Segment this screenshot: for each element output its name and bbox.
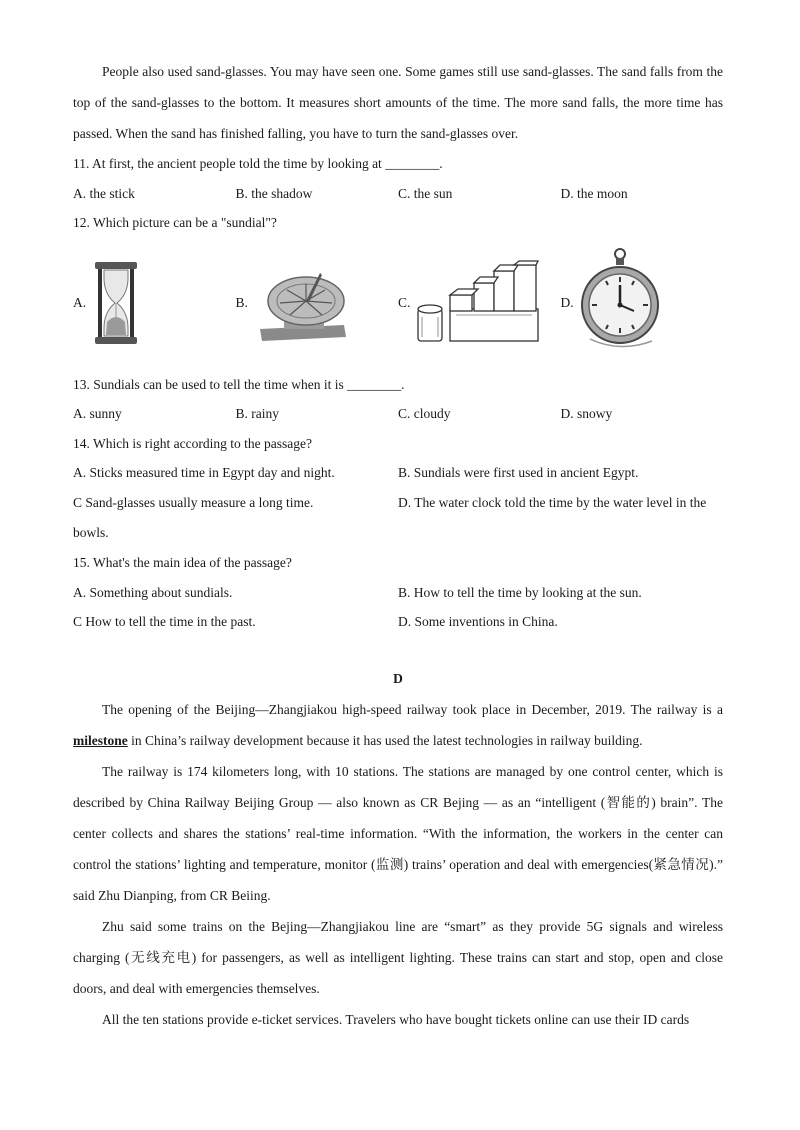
option-a: A. the stick (73, 185, 135, 201)
picture-option-a (73, 260, 236, 346)
text-run: in China’s railway development because it has used the latest technologies in railway building. (127, 732, 643, 748)
option-d-continued: bowls. (73, 525, 109, 540)
question-13 (73, 370, 723, 429)
picture-option-d (561, 247, 724, 359)
option-b: B. rainy (235, 406, 279, 421)
pocket-watch-icon (580, 247, 666, 359)
option-c: C Sand-glasses usually measure a long time. (73, 494, 314, 510)
water-clock-icon (416, 259, 542, 347)
question-15 (73, 548, 723, 637)
question-11 (73, 149, 723, 208)
option-label: C. (398, 294, 411, 310)
hourglass-icon (92, 260, 140, 346)
option-a: A. sunny (73, 406, 122, 421)
picture-option-c (398, 259, 561, 347)
option-label: B. (235, 294, 248, 310)
question-14 (73, 429, 723, 549)
option-b: B. Sundials were first used in ancient Egypt. (398, 465, 639, 480)
option-a: A. Something about sundials. (73, 584, 233, 600)
exam-page (73, 56, 723, 1035)
question-stem: 15. What's the main idea of the passage? (73, 555, 292, 570)
option-label: A. (73, 294, 87, 310)
passage-paragraph: All the ten stations provide e-ticket services. Travelers who have bought tickets online can use their ID cards (102, 1011, 690, 1027)
sundial-icon (254, 263, 350, 343)
passage-paragraph: Zhu said some trains on the Bejing—Zhangjiakou line are “smart” as they provide 5G signals and wireless charging (无线充电) for passengers, as well as intelligent lighting. These trains can start and stop, open and close doors, and deal with emergencies themselves. (73, 918, 723, 996)
option-c: C. cloudy (398, 406, 451, 421)
option-d: D. Some inventions in China. (398, 614, 558, 629)
option-c: C How to tell the time in the past. (73, 614, 256, 629)
option-a: A. Sticks measured time in Egypt day and night. (73, 465, 335, 480)
question-stem: 11. At first, the ancient people told the time by looking at ________. (73, 156, 443, 171)
section-heading: D (393, 670, 403, 686)
passage-paragraph: The railway is 174 kilometers long, with 10 stations. The stations are managed by one control center, which is described by China Railway Beijing Group — also known as CR Bejing — as an “intelligent (智能的) brain”. The center collects and shares the stations’ real-time information. “With the information, the workers in the center can control the stations’ lighting and temperature, monitor (监测) trains’ operation and deal with emergencies(紧急情况).” said Zhu Dianping, from CR Beiing. (73, 763, 723, 903)
text-run: The opening of the Beijing—Zhangjiakou high-speed railway took place in December, 2019. The railway is a (102, 701, 723, 717)
option-b: B. How to tell the time by looking at the sun. (398, 584, 642, 600)
option-c: C. the sun (398, 185, 453, 201)
option-d: D. The water clock told the time by the water level in the (398, 494, 707, 510)
option-d: D. the moon (560, 185, 628, 201)
keyword-milestone: milestone (73, 732, 128, 748)
question-stem: 13. Sundials can be used to tell the time when it is ________. (73, 376, 405, 392)
option-d: D. snowy (560, 406, 613, 421)
question-stem: 14. Which is right according to the passage? (73, 435, 312, 451)
option-label: D. (560, 294, 574, 310)
question-12 (73, 208, 723, 364)
picture-option-b (236, 263, 399, 343)
passage-paragraph: People also used sand-glasses. You may have seen one. Some games still use sand-glasses. The sand falls from the top of the sand-glasses to the bottom. It measures short amounts of the time. The more sand falls, the more time has passed. When the sand has finished falling, you have to turn the sand-glasses over. (73, 64, 723, 141)
question-stem: 12. Which picture can be a "sundial"? (73, 215, 277, 230)
passage-paragraph (73, 694, 723, 756)
option-b: B. the shadow (235, 185, 313, 201)
